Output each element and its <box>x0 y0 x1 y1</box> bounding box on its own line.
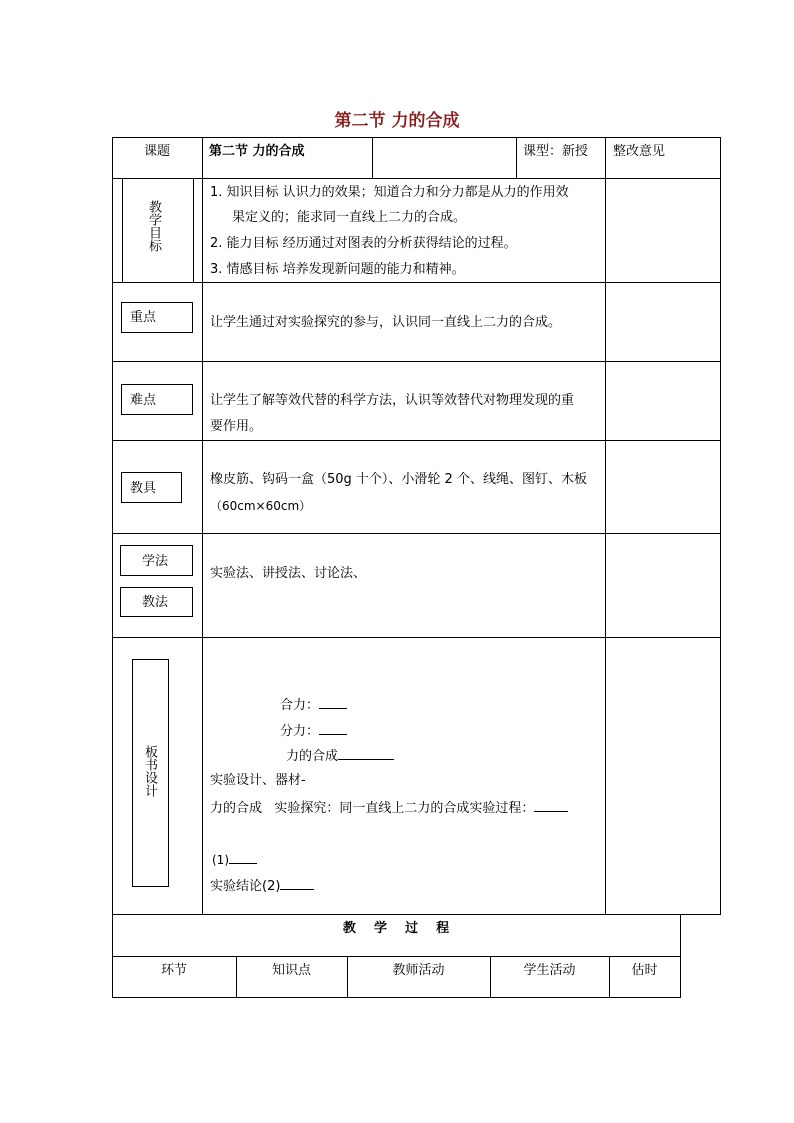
difficulty-label: 难点 <box>130 393 157 408</box>
goal-line-4: 3. 情感目标 培养发现新问题的能力和精神。 <box>210 262 465 277</box>
board-explore <box>210 798 568 818</box>
equipment-line-1: 橡皮筋、钩码一盒（50g 十个）、小滑轮 2 个、线绳、图钉、木板 <box>210 472 587 487</box>
resultant-label: 合力： <box>280 698 320 713</box>
lesson-type: 课型：新授 <box>523 144 589 159</box>
goal-line-3: 2. 能力目标 经历通过对图表的分析获得结论的过程。 <box>210 236 517 251</box>
page-title: 第二节 力的合成 <box>334 111 460 131</box>
step1-blank <box>229 850 257 864</box>
goals-label: 教学目标 <box>146 200 161 252</box>
explore-blank <box>534 798 568 812</box>
goal-line-1: 1. 知识目标 认识力的效果；知道合力和分力都是从力的作用效 <box>210 185 569 200</box>
process-title: 教 学 过 程 <box>342 921 450 936</box>
topic-value: 第二节 力的合成 <box>209 144 305 159</box>
col-knowledge: 知识点 <box>271 963 311 978</box>
col-teacher: 教师活动 <box>392 963 445 978</box>
component-label: 分力： <box>280 724 320 739</box>
board-step1 <box>212 850 257 869</box>
study-method-label: 学法 <box>142 554 169 569</box>
board-component <box>280 721 347 741</box>
resultant-blank <box>319 695 347 709</box>
board-composition <box>286 746 394 766</box>
teach-method-label: 教法 <box>142 595 169 610</box>
board-conclusion <box>210 876 314 896</box>
composition-blank <box>338 746 394 760</box>
equipment-line-2: （60cm×60cm） <box>210 499 312 513</box>
conclusion-label: 实验结论(2) <box>210 879 281 894</box>
explore-text: 实验探究：同一直线上二力的合成实验过程： <box>274 801 535 816</box>
explore-prefix: 力的合成 <box>210 801 263 816</box>
component-blank <box>319 721 347 735</box>
conclusion-blank <box>280 876 314 890</box>
equipment-label: 教具 <box>130 481 157 496</box>
difficulty-line-2: 要作用。 <box>210 419 263 434</box>
col-time: 估时 <box>631 963 658 978</box>
key-point-text: 让学生通过对实验探究的参与，认识同一直线上二力的合成。 <box>210 315 562 330</box>
board-label: 板书设计 <box>142 745 157 797</box>
revise-header: 整改意见 <box>613 144 666 159</box>
board-design: 实验设计、器材- <box>210 773 306 788</box>
composition-label: 力的合成 <box>286 749 339 764</box>
step1-label: (1) <box>212 853 229 867</box>
col-student: 学生活动 <box>523 963 576 978</box>
board-resultant <box>280 695 347 715</box>
goal-line-2: 果定义的；能求同一直线上二力的合成。 <box>232 210 467 225</box>
col-stage: 环节 <box>160 963 187 978</box>
topic-label: 课题 <box>143 144 170 159</box>
difficulty-line-1: 让学生了解等效代替的科学方法，认识等效替代对物理发现的重 <box>210 393 575 408</box>
methods-text: 实验法、讲授法、讨论法、 <box>210 566 367 581</box>
key-point-label: 重点 <box>130 310 157 325</box>
